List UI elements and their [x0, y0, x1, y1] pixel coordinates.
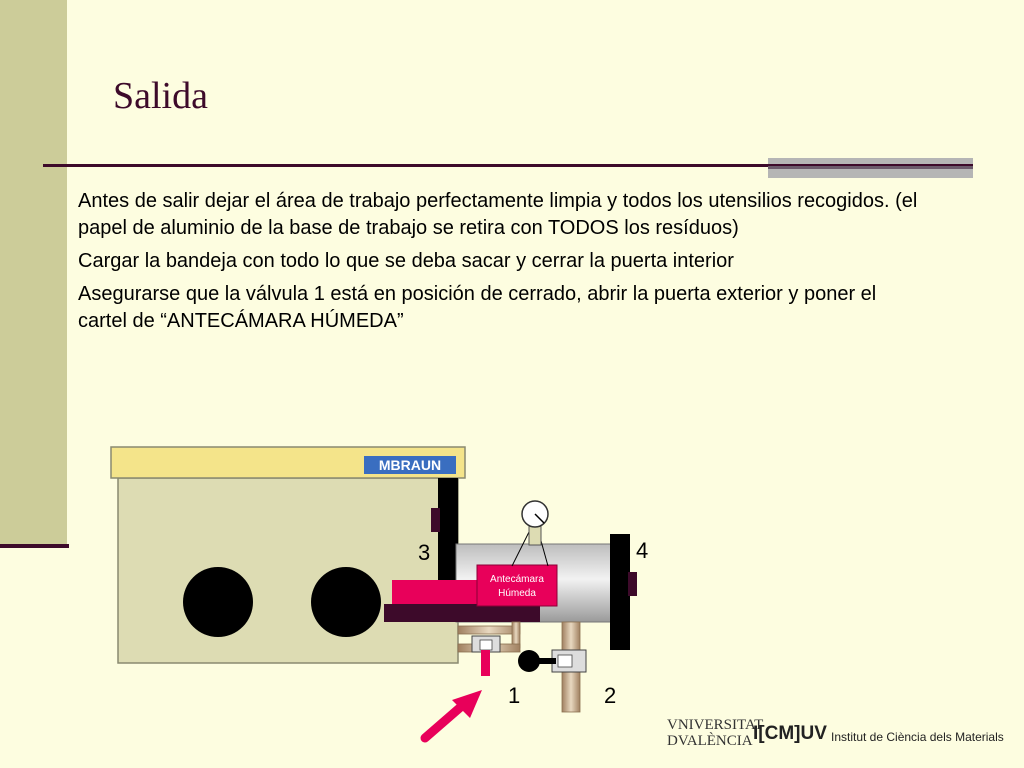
outer-door — [610, 534, 630, 650]
label-3: 3 — [418, 540, 431, 565]
outer-door-handle — [628, 572, 637, 596]
valve-1-window — [480, 640, 492, 650]
institut-name: Institut de Ciència dels Materials — [831, 730, 1004, 744]
valve-2-window — [558, 655, 572, 667]
valve-1-handle[interactable] — [481, 650, 490, 676]
bullet-text: Cargar la bandeja con todo lo que se deba sacar y cerrar la puerta interior — [78, 250, 734, 272]
glove-port-left — [183, 567, 253, 637]
university-name-line1: VNIVERSITAT — [667, 717, 764, 733]
valve-2-knob[interactable] — [518, 650, 540, 672]
bullet-text: Antes de salir dejar el área de trabajo perfectamente limpia y todos los utensilios recogidos. (el papel de aluminio de la base de trabajo se retira con TODOS los resíduos) — [78, 190, 918, 239]
gauge-stem — [529, 525, 541, 545]
sign-text-line2: Húmeda — [498, 588, 536, 599]
inner-door — [438, 478, 458, 588]
slide-title: Salida — [113, 75, 208, 117]
mbraun-logo-text: MBRAUN — [378, 457, 442, 473]
antechamber-sign — [477, 565, 557, 606]
label-4: 4 — [636, 538, 649, 563]
tray — [392, 580, 478, 604]
footer-logos — [665, 712, 1020, 752]
glove-port-right — [311, 567, 381, 637]
label-1: 1 — [508, 683, 521, 708]
glovebox-body — [118, 478, 458, 663]
label-2: 2 — [604, 683, 617, 708]
tray-rail — [384, 604, 540, 622]
inner-door-handle — [431, 508, 440, 532]
icmuv-logo: I[CM]UV — [753, 723, 827, 744]
university-name-line2: DVALÈNCIA — [667, 733, 753, 749]
bullet-text: Asegurarse que la válvula 1 está en posición de cerrado, abrir la puerta exterior y poner el cartel de “ANTECÁMARA HÚMEDA” — [78, 283, 877, 332]
sign-text-line1: Antecámara — [490, 574, 544, 585]
connecting-pipe-top — [458, 626, 520, 634]
arrow-shaft — [425, 705, 463, 738]
